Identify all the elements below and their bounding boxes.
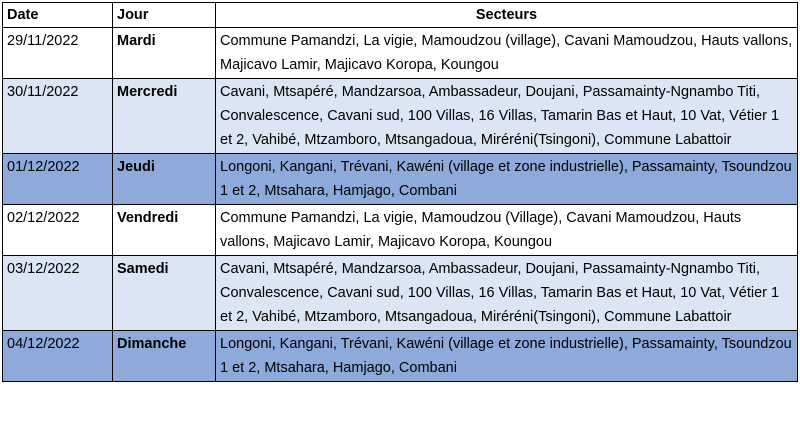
day-cell: Samedi — [113, 256, 216, 331]
table-row — [3, 28, 798, 79]
day-cell: Vendredi — [113, 205, 216, 256]
header-secteurs: Secteurs — [216, 3, 798, 28]
date-cell: 03/12/2022 — [3, 256, 113, 331]
date-cell: 29/11/2022 — [3, 28, 113, 79]
date-cell: 01/12/2022 — [3, 154, 113, 205]
table-row — [3, 256, 798, 331]
sectors-cell: Longoni, Kangani, Trévani, Kawéni (village et zone industrielle), Passamainty, Tsoundzou 1 et 2, Mtsahara, Hamjago, Combani — [216, 154, 798, 205]
day-cell: Dimanche — [113, 331, 216, 382]
table-row — [3, 79, 798, 154]
table-row — [3, 331, 798, 382]
table-row — [3, 154, 798, 205]
sectors-cell: Cavani, Mtsapéré, Mandzarsoa, Ambassadeur, Doujani, Passamainty-Ngnambo Titi, Convalescence, Cavani sud, 100 Villas, 16 Villas, Tamarin Bas et Haut, 10 Vat, Vétier 1 et 2, Vahibé, Mtzamboro, Mtsangadoua, Miréréni(Tsingoni), Commune Labattoir — [216, 256, 798, 331]
day-cell: Jeudi — [113, 154, 216, 205]
sectors-cell: Cavani, Mtsapéré, Mandzarsoa, Ambassadeur, Doujani, Passamainty-Ngnambo Titi, Convalescence, Cavani sud, 100 Villas, 16 Villas, Tamarin Bas et Haut, 10 Vat, Vétier 1 et 2, Vahibé, Mtzamboro, Mtsangadoua, Miréréni(Tsingoni), Commune Labattoir — [216, 79, 798, 154]
header-date: Date — [3, 3, 113, 28]
table-row — [3, 205, 798, 256]
day-cell: Mercredi — [113, 79, 216, 154]
sectors-cell: Commune Pamandzi, La vigie, Mamoudzou (village), Cavani Mamoudzou, Hauts vallons, Majicavo Lamir, Majicavo Koropa, Koungou — [216, 28, 798, 79]
sectors-cell: Longoni, Kangani, Trévani, Kawéni (village et zone industrielle), Passamainty, Tsoundzou 1 et 2, Mtsahara, Hamjago, Combani — [216, 331, 798, 382]
header-jour: Jour — [113, 3, 216, 28]
date-cell: 04/12/2022 — [3, 331, 113, 382]
sectors-cell: Commune Pamandzi, La vigie, Mamoudzou (Village), Cavani Mamoudzou, Hauts vallons, Majicavo Lamir, Majicavo Koropa, Koungou — [216, 205, 798, 256]
schedule-table — [2, 2, 798, 382]
day-cell: Mardi — [113, 28, 216, 79]
date-cell: 30/11/2022 — [3, 79, 113, 154]
header-row — [3, 3, 798, 28]
date-cell: 02/12/2022 — [3, 205, 113, 256]
